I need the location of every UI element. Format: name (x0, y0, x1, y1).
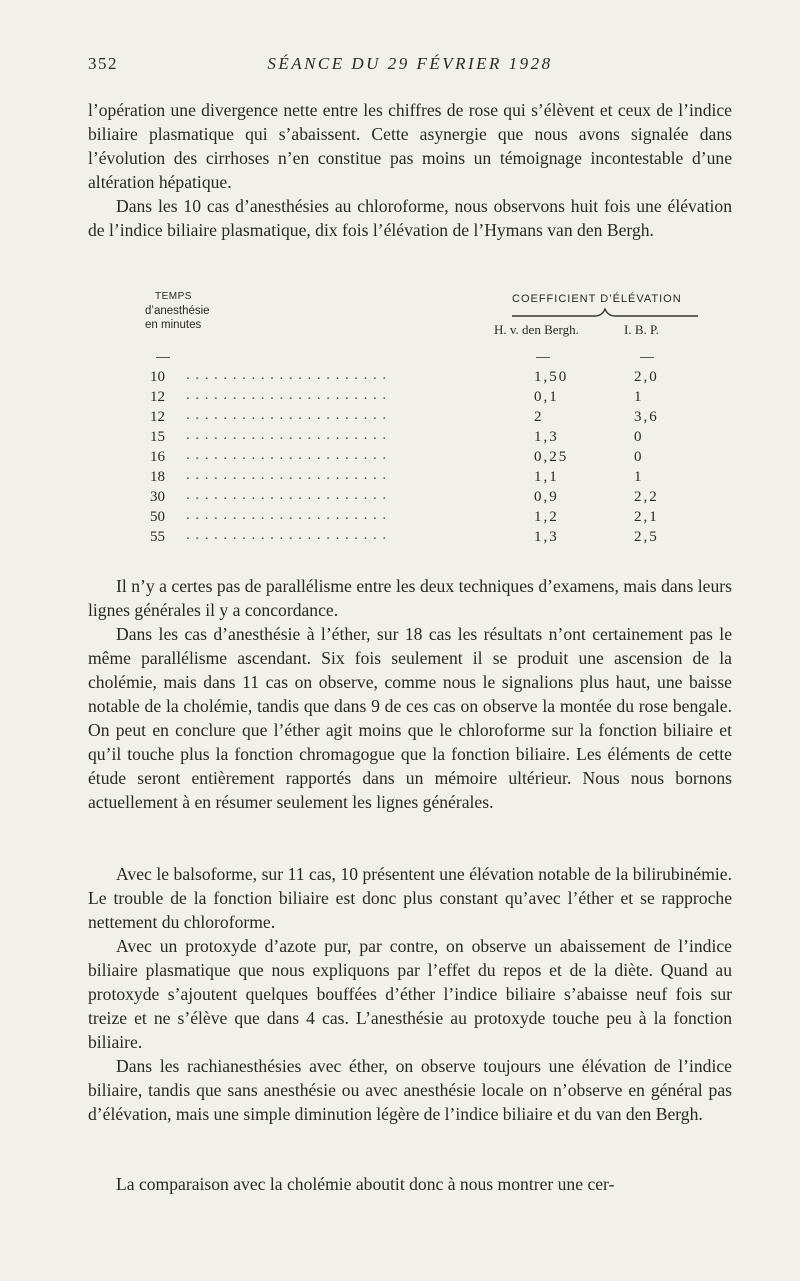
hv-cell: 0,1 (534, 389, 559, 405)
table-row (150, 527, 670, 547)
coefficient-brace (510, 306, 700, 320)
paragraph-rachianesthesie: Dans les rachianesthésies avec éther, on observe toujours une élévation de l’indice biliaire, tandis que sans anesthésie ou avec anesthésie locale on n’observe en général pas d’élévation, mais une simple diminution légère de l’indice biliaire et du van den Bergh. (88, 1056, 732, 1124)
table-row (150, 407, 670, 427)
ibp-column-dash (640, 357, 654, 358)
hv-cell: 1,3 (534, 529, 559, 545)
time-cell: 18 (150, 469, 165, 485)
ibp-cell: 0 (634, 449, 644, 465)
page-number: 352 (88, 54, 118, 73)
table-row (150, 367, 670, 387)
ibp-column-header: I. B. P. (624, 322, 660, 337)
hv-cell: 1,1 (534, 469, 559, 485)
table-row (150, 427, 670, 447)
paragraph-last-line: La comparaison avec la cholémie aboutit donc à nous montrer une cer- (116, 1174, 615, 1194)
leader-dots: ...................... (186, 527, 392, 543)
leader-dots: ...................... (186, 427, 392, 443)
running-title: SÉANCE DU 29 FÉVRIER 1928 (267, 54, 553, 73)
time-cell: 30 (150, 489, 165, 505)
time-cell: 50 (150, 509, 165, 525)
time-cell: 12 (150, 409, 165, 425)
ibp-cell: 1 (634, 389, 644, 405)
leader-dots: ...................... (186, 387, 392, 403)
hv-cell: 1,3 (534, 429, 559, 445)
leader-dots: ...................... (186, 407, 392, 423)
hv-cell: 0,9 (534, 489, 559, 505)
table-row (150, 447, 670, 467)
time-header-line3: en minutes (145, 319, 202, 331)
paragraph-ether: Dans les cas d’anesthésie à l’éther, sur 18 cas les résultats n’ont certainement pas le même parallélisme ascendant. Six fois seulement il se produit une ascension de la cholémie, mais dans 11 cas on observe, comme nous le signalions plus haut, une baisse notable de la cholémie, tandis que dans 9 de ces cas on observe la montée du rose bengale. On peut en conclure que l’éther agit moins que le chloroforme sur la fonction biliaire et qu’il touche plus la fonction chromagogue que la fonction biliaire. Les éléments de cette étude seront entièrement rapportés dans un mémoire ultérieur. Nous nous bornons actuellement à en résumer seulement les lignes générales. (88, 624, 732, 812)
hv-cell: 2 (534, 409, 544, 425)
hv-column-header: H. v. den Bergh. (494, 322, 579, 337)
ibp-cell: 2,0 (634, 369, 659, 385)
table-row (150, 467, 670, 487)
hv-cell: 1,50 (534, 369, 569, 385)
ibp-cell: 2,5 (634, 529, 659, 545)
time-header-line1: TEMPS (155, 291, 192, 302)
time-cell: 12 (150, 389, 165, 405)
leader-dots: ...................... (186, 487, 392, 503)
paragraph-continuation: l’opération une divergence nette entre les chiffres de rose qui s’élèvent et ceux de l’indice biliaire plasmatique qui s’abaissent. Cette asynergie que nous avons signalée dans l’évolution des cirrhoses n’en constitue pas moins un témoignage incontestable d’une altération hépatique. (88, 100, 732, 192)
time-cell: 16 (150, 449, 165, 465)
leader-dots: ...................... (186, 467, 392, 483)
ibp-cell: 3,6 (634, 409, 659, 425)
leader-dots: ...................... (186, 447, 392, 463)
leader-dots: ...................... (186, 507, 392, 523)
time-cell: 10 (150, 369, 165, 385)
paragraph-parallelism: Il n’y a certes pas de parallélisme entre les deux techniques d’examens, mais dans leurs lignes générales il y a concordance. (88, 576, 732, 620)
table-row (150, 387, 670, 407)
time-column-dash (156, 357, 170, 358)
ibp-cell: 2,1 (634, 509, 659, 525)
time-cell: 15 (150, 429, 165, 445)
running-header (88, 54, 732, 78)
hv-cell: 0,25 (534, 449, 569, 465)
leader-dots: ...................... (186, 367, 392, 383)
coefficient-header: COEFFICIENT D’ÉLÉVATION (512, 293, 682, 305)
time-column-header (145, 290, 210, 332)
ibp-cell: 1 (634, 469, 644, 485)
hv-column-dash (536, 357, 550, 358)
time-cell: 55 (150, 529, 165, 545)
paragraph-balsoforme: Avec le balsoforme, sur 11 cas, 10 présentent une élévation notable de la bilirubinémie. Le trouble de la fonction biliaire est donc plus constant qu’avec l’éther et se rapproche nettement du chloroforme. (88, 864, 732, 932)
table-row (150, 487, 670, 507)
table-row (150, 507, 670, 527)
paragraph-chloroform: Dans les 10 cas d’anesthésies au chloroforme, nous observons huit fois une élévation de l’indice biliaire plasmatique, dix fois l’élévation de l’Hymans van den Bergh. (88, 196, 732, 240)
ibp-cell: 2,2 (634, 489, 659, 505)
time-header-line2: d’anesthésie (145, 305, 210, 317)
hv-cell: 1,2 (534, 509, 559, 525)
ibp-cell: 0 (634, 429, 644, 445)
paragraph-protoxyde: Avec un protoxyde d’azote pur, par contre, on observe un abaissement de l’indice biliaire plasmatique que nous expliquons par l’effet du repos et de la diète. Quand au protoxyde s’ajoutent quelques bouffées d’éther l’indice biliaire s’abaisse neuf fois sur treize et ne s’élève que dans 4 cas. L’anesthésie au protoxyde touche peu à la fonction biliaire. (88, 936, 732, 1052)
